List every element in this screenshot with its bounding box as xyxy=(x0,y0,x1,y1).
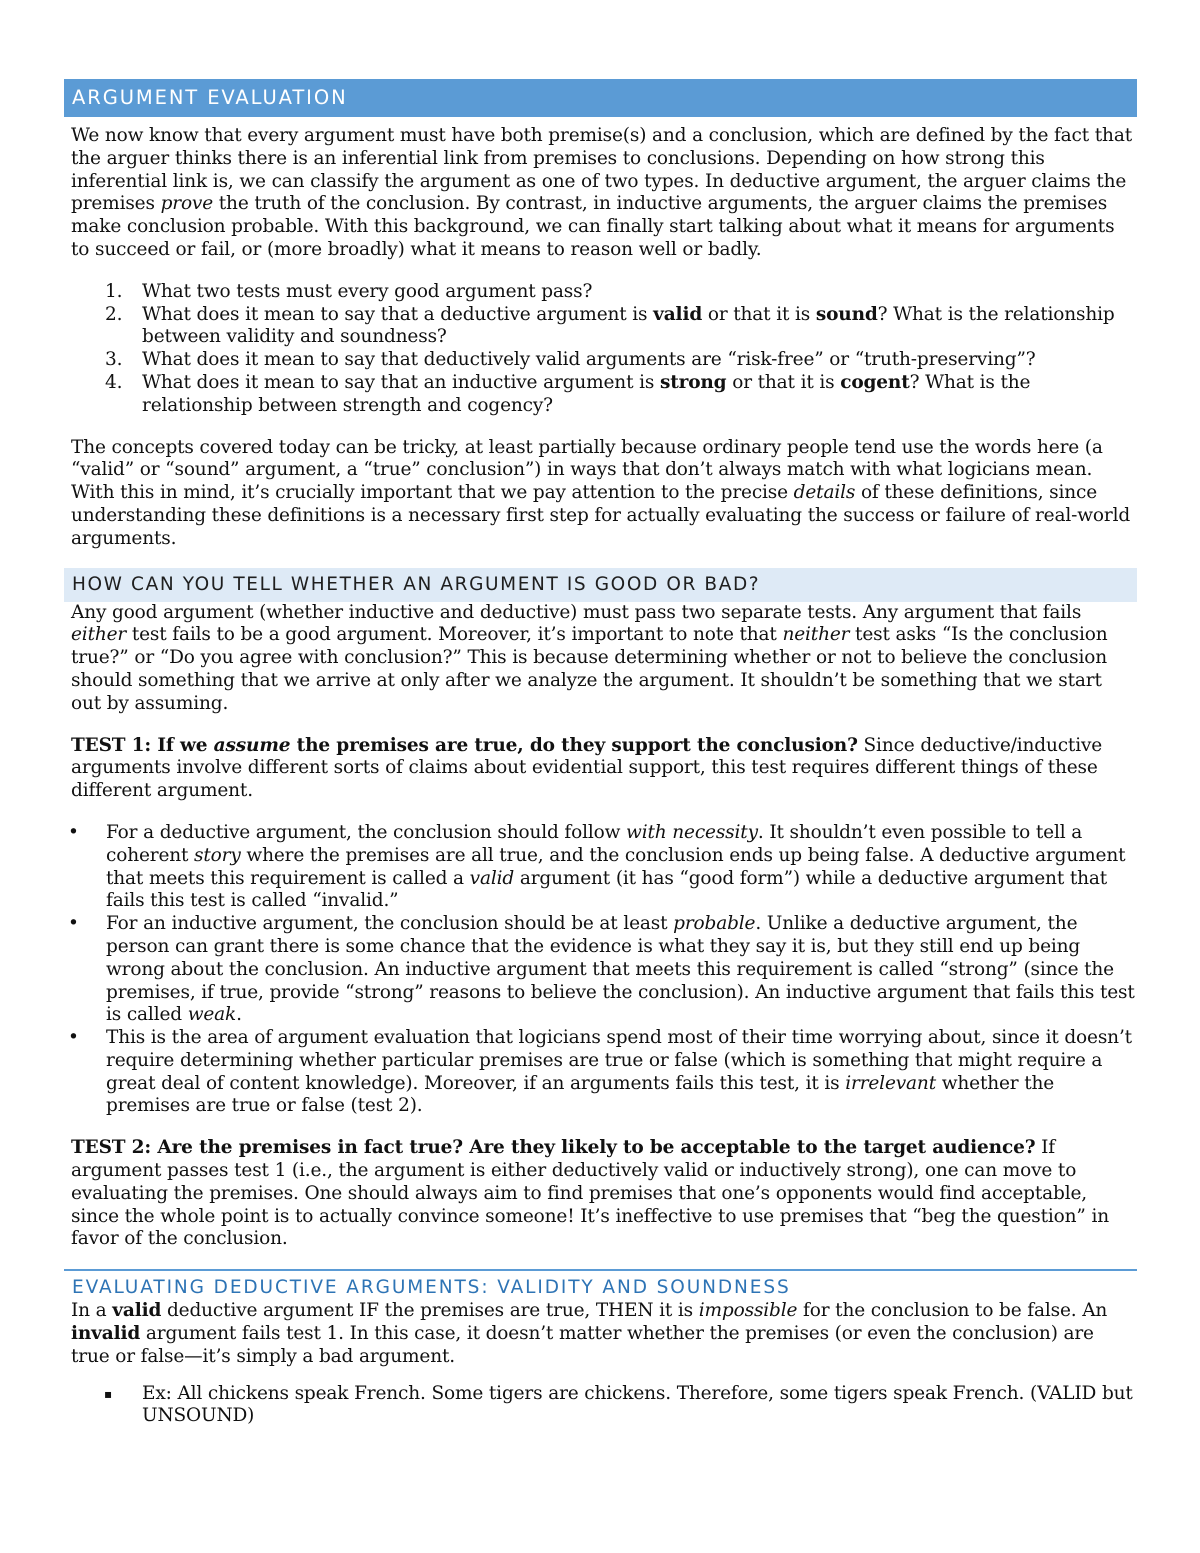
question-item: 4. What does it mean to say that an inductive argument is strong or that it is cogent? What is the relationship between strength and cogency? xyxy=(105,371,1031,416)
question-list xyxy=(64,281,1137,418)
test2-paragraph: TEST 2: Are the premises in fact true? Are they likely to be acceptable to the target audience? If argument passes test 1 (i.e., the argument is either deductively valid or inductively strong), one can move to evaluating the premises. One should always aim to find premises that one’s opponents would find acceptable, since the whole point is to actually convince someone! It’s ineffective to use premises that “beg the question” in favor of the conclusion. xyxy=(71,1137,1109,1250)
document-page xyxy=(64,79,1137,1428)
bullet-glyph: • xyxy=(68,913,79,935)
test1-bullets xyxy=(64,822,1137,1118)
square-bullet-glyph: ▪ xyxy=(104,1386,112,1401)
outro-paragraph: The concepts covered today can be tricky, at least partially because ordinary people tend use the words here (a “valid” or “sound” argument, a “true” conclusion”) in ways that don’t always match with what logicians mean. With this in mind, it’s crucially important that we pay attention to the precise details of these definitions, since understanding these definitions is a necessary first step for actually evaluating the success or failure of real-world arguments. xyxy=(71,436,1131,549)
example-list xyxy=(64,1383,1137,1429)
test1-paragraph: TEST 1: If we assume the premises are true, do they support the conclusion? Since deductive/inductive arguments involve different sorts of claims about evidential support, this test requires different things of these different argument. xyxy=(71,734,1103,802)
bullet-item: • For an inductive argument, the conclusion should be at least probable. Unlike a deductive argument, the person can grant there is some chance that the evidence is what they say it is, but they still end up being wrong about the conclusion. An inductive argument that meets this requirement is called “strong” (since the premises, if true, provide “strong” reasons to believe the conclusion). An inductive argument that fails this test is called weak. xyxy=(68,913,1135,1026)
heading-validity-soundness: EVALUATING DEDUCTIVE ARGUMENTS: VALIDITY AND SOUNDNESS xyxy=(64,1269,1137,1299)
question-item: 3. What does it mean to say that deductively valid arguments are “risk-free” or “truth-preserving”? xyxy=(105,349,1036,371)
bullet-glyph: • xyxy=(68,821,79,843)
intro-paragraph: We now know that every argument must have both premise(s) and a conclusion, which are defined by the fact that the arguer thinks there is an inferential link from premises to conclusions. Depending on how strong this inferential link is, we can classify the argument as one of two types. In deductive argument, the arguer claims the premises prove the truth of the conclusion. By contrast, in inductive arguments, the arguer claims the premises make conclusion probable. With this background, we can finally start talking about what it means for arguments to succeed or fail, or (more broadly) what it means to reason well or badly. xyxy=(71,125,1132,260)
tests-paragraph: Any good argument (whether inductive and deductive) must pass two separate tests. Any argument that fails either test fails to be a good argument. Moreover, it’s important to note that neither test asks “Is the conclusion true?” or “Do you agree with conclusion?” This is because determining whether or not to believe the conclusion should something that we arrive at only after we analyze the argument. It shouldn’t be something that we start out by assuming. xyxy=(71,601,1108,714)
bullet-glyph: • xyxy=(68,1027,79,1049)
heading-good-or-bad: HOW CAN YOU TELL WHETHER AN ARGUMENT IS GOOD OR BAD? xyxy=(64,568,1137,602)
bullet-item: • For a deductive argument, the conclusion should follow with necessity. It shouldn’t even possible to tell a coherent story where the premises are all true, and the conclusion ends up being false. A deductive argument that meets this requirement is called a valid argument (it has “good form”) while a deductive argument that fails this test is called “invalid.” xyxy=(68,821,1126,912)
validity-paragraph: In a valid deductive argument IF the premises are true, THEN it is impossible for the conclusion to be false. An invalid argument fails test 1. In this case, it doesn’t matter whether the premises (or even the conclusion) are true or false—it’s simply a bad argument. xyxy=(71,1300,1108,1367)
bullet-item: • This is the area of argument evaluation that logicians spend most of their time worrying about, since it doesn’t require determining whether particular premises are true or false (which is something that might require a great deal of content knowledge). Moreover, if an arguments fails this test, it is irrelevant whether the premises are true or false (test 2). xyxy=(68,1027,1132,1117)
example-item: ▪ Ex: All chickens speak French. Some tigers are chickens. Therefore, some tigers speak French. (VALID but UNSOUND) xyxy=(104,1382,1133,1427)
question-item: 2. What does it mean to say that a deductive argument is valid or that it is sound? What is the relationship between validity and soundness? xyxy=(105,303,1115,348)
question-item: 1. What two tests must every good argument pass? xyxy=(105,280,593,302)
heading-argument-evaluation: ARGUMENT EVALUATION xyxy=(64,79,1137,117)
